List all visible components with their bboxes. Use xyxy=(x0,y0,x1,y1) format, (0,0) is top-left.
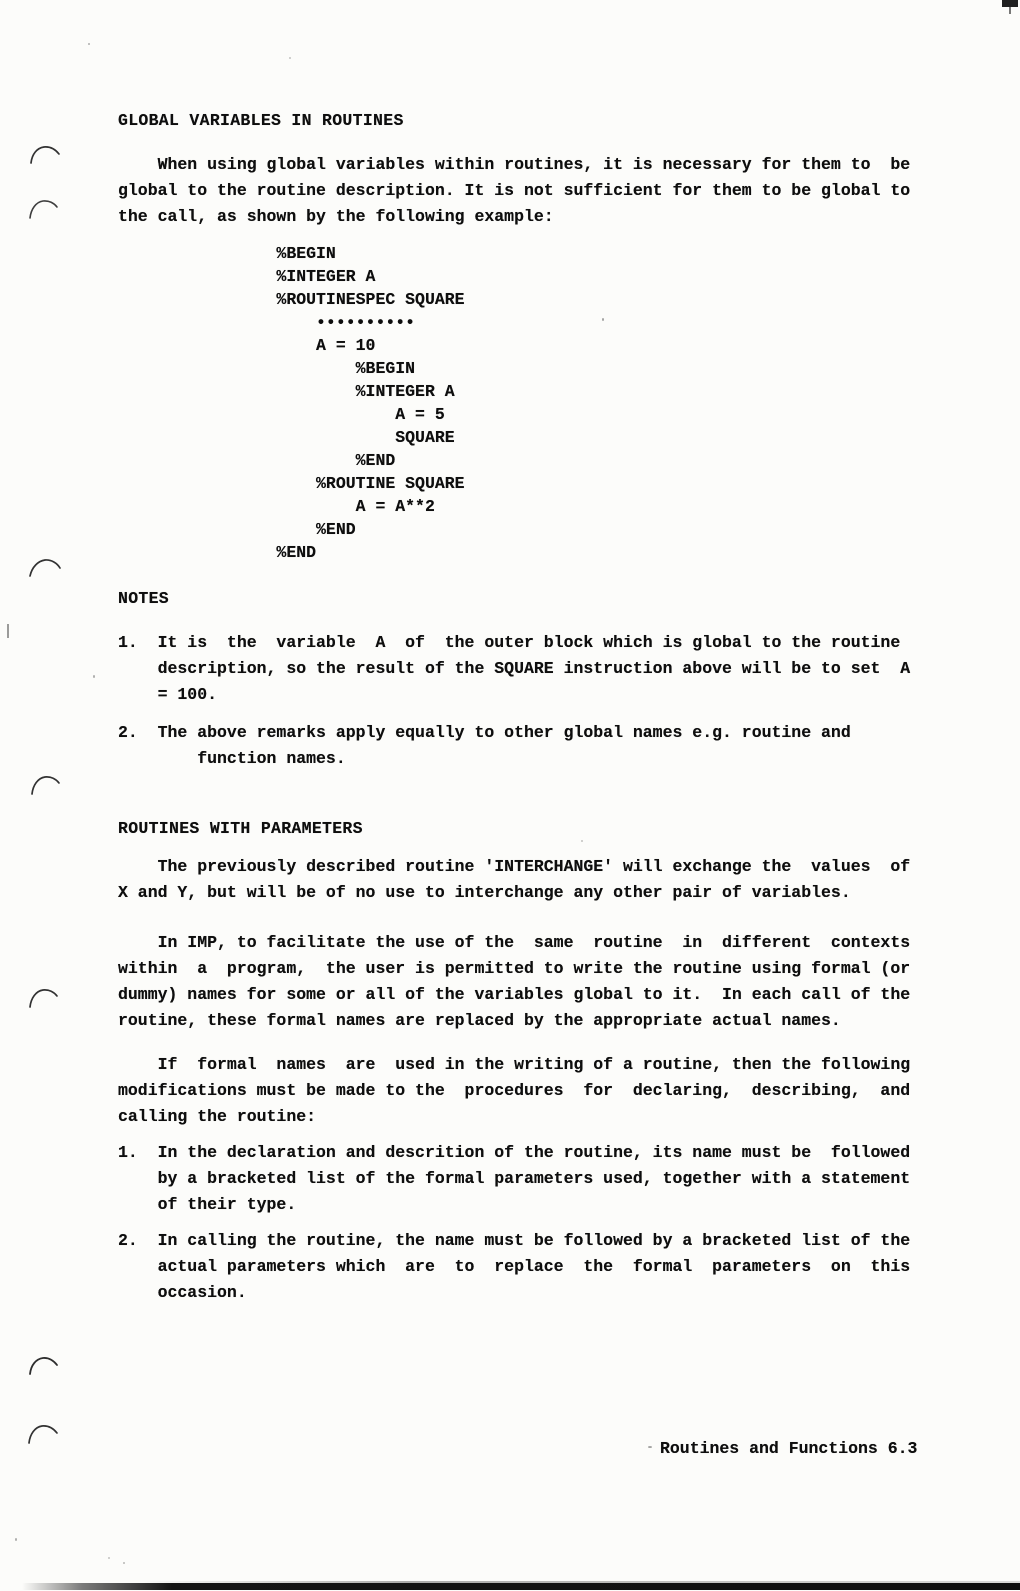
code-line: %INTEGER A xyxy=(118,267,376,286)
code-line: %BEGIN xyxy=(118,244,336,263)
scan-bottom-edge xyxy=(22,1583,1020,1590)
heading-routines-with-parameters xyxy=(118,816,363,842)
note-item-1 xyxy=(118,630,910,708)
text-line: The previously described routine 'INTERCHANGE' will exchange the values of xyxy=(118,857,911,876)
code-line: A = A**2 xyxy=(118,497,435,516)
text-line: 1. It is the variable A of the outer block which is global to the routine xyxy=(118,633,901,652)
margin-arc-mark xyxy=(27,198,61,220)
text-line: global to the routine description. It is not sufficient for them to be global to xyxy=(118,181,911,200)
text-line: When using global variables within routines, it is necessary for them to be xyxy=(118,155,911,174)
code-line: %END xyxy=(118,543,317,562)
code-line: %INTEGER A xyxy=(118,382,455,401)
list-item-declaration xyxy=(118,1140,910,1218)
text-line: X and Y, but will be of no use to interchange any other pair of variables. xyxy=(118,883,851,902)
paragraph-modifications xyxy=(118,1052,910,1130)
text-line: by a bracketed list of the formal parameters used, together with a statement xyxy=(118,1169,911,1188)
paragraph-imp-formal-names xyxy=(118,930,910,1034)
text-line: dummy) names for some or all of the variables global to it. In each call of the xyxy=(118,985,911,1004)
margin-arc-mark xyxy=(28,144,62,166)
scan-corner-mark xyxy=(1002,0,1018,7)
text-line: 2. The above remarks apply equally to other global names e.g. routine and xyxy=(118,723,851,742)
code-line: A = 10 xyxy=(118,336,376,355)
margin-arc-mark xyxy=(26,1422,60,1446)
note-item-2 xyxy=(118,720,851,772)
code-example-block xyxy=(118,242,465,564)
heading-notes xyxy=(118,586,169,612)
text-line: of their type. xyxy=(118,1195,297,1214)
text-line: occasion. xyxy=(118,1283,247,1302)
text-line: 2. In calling the routine, the name must be followed by a bracketed list of the xyxy=(118,1231,911,1250)
ink-speck xyxy=(123,1562,125,1564)
text-line: within a program, the user is permitted to write the routine using formal (or xyxy=(118,959,911,978)
text-line: description, so the result of the SQUARE instruction above will be to set A xyxy=(118,659,911,678)
ink-speck xyxy=(15,1538,17,1541)
text-line: = 100. xyxy=(118,685,218,704)
margin-arc-mark xyxy=(29,774,63,796)
scan-corner-tick xyxy=(1009,7,1011,14)
list-item-calling xyxy=(118,1228,910,1306)
code-line: %ROUTINE SQUARE xyxy=(118,474,465,493)
heading-global-variables xyxy=(118,108,404,134)
text-line: function names. xyxy=(118,749,346,768)
text-line: actual parameters which are to replace the formal parameters on this xyxy=(118,1257,911,1276)
heading-text: GLOBAL VARIABLES IN ROUTINES xyxy=(118,111,404,130)
ink-speck xyxy=(289,57,291,59)
code-line: %END xyxy=(118,451,396,470)
margin-dash-mark xyxy=(7,624,9,638)
ink-speck xyxy=(581,840,583,842)
text-line: routine, these formal names are replaced by the appropriate actual names. xyxy=(118,1011,841,1030)
heading-text: NOTES xyxy=(118,589,170,608)
margin-arc-mark xyxy=(27,986,61,1010)
code-line-continuation-dots: •••••••••• xyxy=(118,313,416,332)
ink-speck xyxy=(108,1557,110,1559)
text-line: If formal names are used in the writing of a routine, then the following xyxy=(118,1055,911,1074)
code-line: A = 5 xyxy=(118,405,445,424)
ink-speck xyxy=(93,675,95,678)
margin-arc-mark xyxy=(27,557,63,579)
code-line: SQUARE xyxy=(118,428,455,447)
margin-arc-mark xyxy=(27,1355,61,1377)
code-line: %END xyxy=(118,520,356,539)
text-line: calling the routine: xyxy=(118,1107,317,1126)
text-line: In IMP, to facilitate the use of the same routine in different contexts xyxy=(118,933,911,952)
paragraph-intro xyxy=(118,152,910,230)
text-line: modifications must be made to the procedures for declaring, describing, and xyxy=(118,1081,911,1100)
code-line: %ROUTINESPEC SQUARE xyxy=(118,290,465,309)
footer-text: Routines and Functions 6.3 xyxy=(660,1439,918,1458)
ink-speck xyxy=(88,43,90,45)
paragraph-interchange xyxy=(118,854,910,906)
ink-speck xyxy=(602,318,604,321)
ink-speck xyxy=(648,1446,652,1448)
text-line: 1. In the declaration and descrition of the routine, its name must be followed xyxy=(118,1143,911,1162)
text-line: the call, as shown by the following example: xyxy=(118,207,554,226)
code-line: %BEGIN xyxy=(118,359,416,378)
heading-text: ROUTINES WITH PARAMETERS xyxy=(118,819,363,838)
page-footer xyxy=(660,1436,917,1462)
